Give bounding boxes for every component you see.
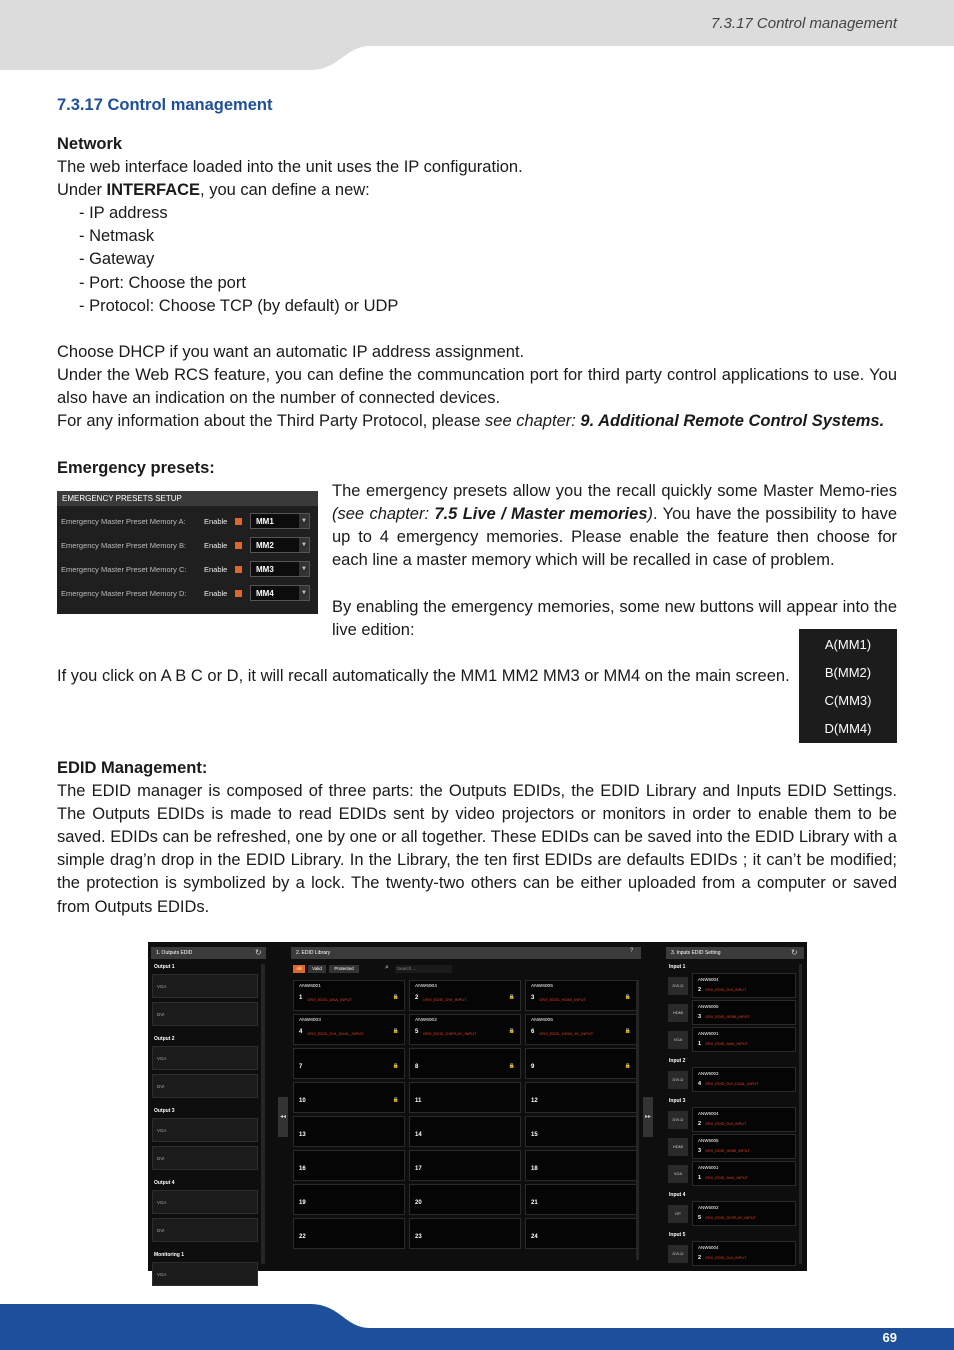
- emergency-recall-text: If you click on A B C or D, it will recall automatically the MM1 MM2 MM3 or MM4 on the main screen.: [57, 667, 790, 685]
- input-label: Input 2: [669, 1058, 686, 1064]
- library-scrollbar[interactable]: [636, 980, 639, 1260]
- input-port-badge: DP: [668, 1205, 688, 1223]
- input-port-badge: DVI-D: [668, 977, 688, 995]
- lock-icon: 🔒: [624, 994, 631, 1000]
- edid-name: ANW6005: [698, 1138, 719, 1143]
- output-edid-slot[interactable]: [152, 1046, 258, 1070]
- header-section-label: 7.3.17 Control management: [711, 15, 897, 32]
- input-port-badge: VGA: [668, 1165, 688, 1183]
- edid-slot-number: 2: [698, 1121, 702, 1127]
- edid-library-cell[interactable]: [409, 1218, 521, 1249]
- edid-slot-number: 9: [531, 1064, 535, 1070]
- edid-slot-number: 3: [531, 995, 535, 1001]
- edid-library-cell[interactable]: [409, 980, 521, 1011]
- chevron-down-icon: ▼: [299, 538, 309, 552]
- memory-select[interactable]: MM1 ▼: [250, 513, 310, 529]
- edid-slot-number: 22: [299, 1234, 306, 1240]
- output-edid-slot[interactable]: [152, 1002, 258, 1026]
- chevron-down-icon: ▼: [299, 586, 309, 600]
- edid-library-cell[interactable]: [409, 1116, 521, 1147]
- edid-file: ORX_EDID_DISPLAY_INPUT: [423, 1031, 477, 1036]
- output-label: Output 1: [154, 964, 175, 970]
- input-edid-card[interactable]: [692, 973, 796, 998]
- edid-library-cell[interactable]: [293, 1184, 405, 1215]
- edid-library-cell[interactable]: [293, 980, 405, 1011]
- edid-file: ORX_EDID_HDMI_4K_INPUT: [539, 1031, 594, 1036]
- page-footer-band: [0, 1304, 954, 1350]
- edid-name: ANW6004: [698, 1111, 719, 1116]
- outputs-scrollbar[interactable]: [261, 964, 265, 1264]
- edid-file: ORX_EDID_HDMI_INPUT: [705, 1149, 750, 1153]
- refresh-icon[interactable]: ↻: [255, 948, 262, 957]
- edid-slot-number: 4: [299, 1029, 303, 1035]
- list-item: - Protocol: Choose TCP (by default) or UDP: [79, 296, 399, 315]
- refresh-icon[interactable]: ↻: [791, 948, 798, 957]
- edid-slot-number: 15: [531, 1132, 538, 1138]
- edid-slot-number: 8: [415, 1064, 419, 1070]
- edid-manager-screenshot: [148, 942, 807, 1277]
- webrcs-text: Under the Web RCS feature, you can define the communcation port for third party control applications to use. You also have an indication on the number of connected devices.: [57, 365, 897, 407]
- input-edid-card[interactable]: [692, 1107, 796, 1132]
- memory-select[interactable]: MM3 ▼: [250, 561, 310, 577]
- edid-section: [57, 757, 897, 919]
- dhcp-text: Choose DHCP if you want an automatic IP address assignment.: [57, 342, 525, 361]
- edid-name: ANW6005: [698, 1004, 719, 1009]
- edid-slot-number: 5: [415, 1029, 419, 1035]
- inputs-panel-title: 3. Inputs EDID Setting: [666, 947, 804, 959]
- emergency-button-b[interactable]: B(MM2): [824, 665, 872, 680]
- emergency-buttons-text: By enabling the emergency memories, some new buttons will appear into the live edition:: [332, 598, 897, 640]
- edid-slot-number: 12: [531, 1098, 538, 1104]
- edid-library-cell[interactable]: [293, 1116, 405, 1147]
- edid-file: ORX_EDID_DVI_INPUT: [423, 997, 467, 1002]
- input-port-badge: DVI-D: [668, 1071, 688, 1089]
- edid-library-cell[interactable]: [525, 1150, 637, 1181]
- edid-file: ORX_EDID_ANA_INPUT: [705, 1176, 748, 1180]
- edid-paragraph: The EDID manager is composed of three parts: the Outputs EDIDs, the EDID Library and Inputs EDID Settings. The Outputs EDIDs is made to read EDIDs sent by video projectors or monitors in order to enable them to be saved. EDIDs can be refreshed, one by one or all together. These EDIDs can be saved into the EDID Library with a simple drag’n drop in the EDID Library. In the Library, the ten first EDIDs are defaults EDIDs ; it can’t be modified; the protection is symbolized by a lock. The twenty-two others can be either uploaded from a computer or saved from Outputs EDIDs.: [57, 782, 897, 916]
- edid-name: ANW6004: [415, 984, 437, 989]
- input-port-badge: DVI-D: [668, 1245, 688, 1263]
- page-header-band: [0, 0, 954, 70]
- list-item: - Gateway: [79, 250, 155, 269]
- emergency-row-d: Emergency Master Preset Memory D: Enable MM4 ▼: [57, 583, 318, 605]
- slot-port-label: VGA: [157, 984, 167, 989]
- lock-icon: 🔒: [392, 1097, 399, 1103]
- lock-icon: 🔒: [508, 1063, 515, 1069]
- slot-port-label: DVI: [157, 1156, 165, 1161]
- output-edid-slot[interactable]: [152, 1262, 258, 1286]
- output-edid-slot[interactable]: [152, 1074, 258, 1098]
- lock-icon: 🔒: [508, 994, 515, 1000]
- output-edid-slot[interactable]: [152, 974, 258, 998]
- enable-checkbox[interactable]: [235, 542, 242, 549]
- edid-slot-number: 20: [415, 1200, 422, 1206]
- edid-slot-number: 1: [698, 1041, 702, 1047]
- memory-select[interactable]: MM4 ▼: [250, 585, 310, 601]
- emergency-button-a[interactable]: A(MM1): [824, 637, 872, 652]
- slot-port-label: DVI: [157, 1012, 165, 1017]
- edid-file: ORX_EDID_DVI_INPUT: [705, 988, 747, 992]
- help-icon[interactable]: ?: [630, 948, 634, 954]
- lock-icon: 🔒: [392, 1028, 399, 1034]
- input-port-badge: DVI-D: [668, 1111, 688, 1129]
- input-label: Input 1: [669, 964, 686, 970]
- edid-library-cell[interactable]: [409, 1184, 521, 1215]
- edid-library-cell[interactable]: [409, 1082, 521, 1113]
- search-input[interactable]: Search ...: [395, 965, 452, 973]
- edid-library-cell[interactable]: [525, 1218, 637, 1249]
- slot-port-label: VGA: [157, 1200, 167, 1205]
- edid-library-cell[interactable]: [525, 1082, 637, 1113]
- slot-port-label: VGA: [157, 1128, 167, 1133]
- edid-file: ORX_EDID_DVI_INPUT: [705, 1256, 747, 1260]
- edid-slot-number: 19: [299, 1200, 306, 1206]
- edid-file: ORX_EDID_DVI_INPUT: [705, 1122, 747, 1126]
- edid-library-cell[interactable]: [525, 1014, 637, 1045]
- edid-slot-number: 1: [299, 995, 303, 1001]
- slot-port-label: VGA: [157, 1272, 167, 1277]
- input-label: Input 5: [669, 1232, 686, 1238]
- edid-slot-number: 2: [415, 995, 419, 1001]
- lock-icon: 🔒: [508, 1028, 515, 1034]
- enable-checkbox[interactable]: [235, 566, 242, 573]
- output-edid-slot[interactable]: [152, 1218, 258, 1242]
- slot-port-label: DVI: [157, 1228, 165, 1233]
- output-edid-slot[interactable]: [152, 1118, 258, 1142]
- edid-library-cell[interactable]: [409, 1048, 521, 1079]
- input-label: Input 4: [669, 1192, 686, 1198]
- output-edid-slot[interactable]: [152, 1190, 258, 1214]
- edid-library-cell[interactable]: [293, 1048, 405, 1079]
- collapse-right-icon[interactable]: ▸▸: [643, 1097, 653, 1137]
- output-label: Monitoring 1: [154, 1252, 184, 1258]
- edid-file: ORX_EDID_HDMI_INPUT: [539, 997, 587, 1002]
- edid-file: ORX_EDID_DISPLAY_INPUT: [705, 1216, 756, 1220]
- emergency-buttons-panel: [799, 629, 897, 743]
- chevron-down-icon: ▼: [299, 562, 309, 576]
- output-edid-slot[interactable]: [152, 1146, 258, 1170]
- output-label: Output 3: [154, 1108, 175, 1114]
- input-edid-card[interactable]: [692, 1000, 796, 1025]
- input-edid-card[interactable]: [692, 1027, 796, 1052]
- edid-slot-number: 1: [698, 1175, 702, 1181]
- edid-library-cell[interactable]: [293, 1218, 405, 1249]
- edid-name: ANW6001: [299, 984, 321, 989]
- edid-slot-number: 3: [698, 1148, 702, 1154]
- emergency-button-c[interactable]: C(MM3): [824, 693, 872, 708]
- edid-name: ANW6001: [698, 1165, 719, 1170]
- edid-file: ORX_EDID_ANA_INPUT: [307, 997, 353, 1002]
- outputs-panel-title: 1. Outputs EDID: [151, 947, 266, 959]
- list-item: - Netmask: [79, 227, 155, 246]
- enable-checkbox[interactable]: [235, 518, 242, 525]
- edid-name: ANW6002: [698, 1205, 719, 1210]
- input-edid-card[interactable]: [692, 1241, 796, 1266]
- lock-icon: 🔒: [624, 1028, 631, 1034]
- edid-library-cell[interactable]: [525, 1048, 637, 1079]
- edid-slot-number: 18: [531, 1166, 538, 1172]
- edid-library-cell[interactable]: [525, 1116, 637, 1147]
- edid-slot-number: 4: [698, 1081, 702, 1087]
- filter-valid[interactable]: Valid: [308, 965, 326, 973]
- page-number: 69: [882, 1330, 897, 1345]
- emergency-row-a: Emergency Master Preset Memory A: Enable MM1 ▼: [57, 511, 318, 533]
- input-edid-card[interactable]: [692, 1067, 796, 1092]
- filter-protected[interactable]: Protected: [329, 965, 359, 973]
- section-title: 7.3.17 Control management: [57, 96, 273, 114]
- lock-icon: 🔒: [392, 994, 399, 1000]
- edid-slot-number: 21: [531, 1200, 538, 1206]
- edid-slot-number: 2: [698, 987, 702, 993]
- edid-name: ANW6002: [415, 1018, 437, 1023]
- edid-slot-number: 6: [531, 1029, 535, 1035]
- slot-port-label: DVI: [157, 1084, 165, 1089]
- input-edid-card[interactable]: [692, 1134, 796, 1159]
- network-section: [57, 133, 897, 433]
- emergency-presets-panel: [57, 491, 318, 614]
- edid-slot-number: 10: [299, 1098, 306, 1104]
- library-panel-title: 2. EDID Library: [291, 947, 641, 959]
- emergency-description: The emergency presets allow you the recall quickly some Master Memo-ries (see chapter: 7.5 Live / Master memories). You have the possibility to have up to 4 emergency memories. Please enable the feature then choose for each line a master memory which will be recalled in case of problem.: [332, 482, 897, 570]
- edid-library-cell[interactable]: [409, 1014, 521, 1045]
- edid-slot-number: 3: [698, 1014, 702, 1020]
- emergency-heading: Emergency presets:: [57, 459, 215, 477]
- edid-file: ORX_EDID_ANA_INPUT: [705, 1042, 748, 1046]
- edid-library-cell[interactable]: [293, 1014, 405, 1045]
- lock-icon: 🔒: [392, 1063, 399, 1069]
- emergency-panel-title: EMERGENCY PRESETS SETUP: [57, 491, 318, 506]
- edid-library-cell[interactable]: [525, 1184, 637, 1215]
- edid-slot-number: 11: [415, 1098, 422, 1104]
- edid-file: ORX_EDID_HDMI_INPUT: [705, 1015, 750, 1019]
- edid-name: ANW6003: [299, 1018, 321, 1023]
- edid-slot-number: 5: [698, 1215, 702, 1221]
- edid-slot-number: 23: [415, 1234, 422, 1240]
- collapse-left-icon[interactable]: ◂◂: [278, 1097, 288, 1137]
- input-port-badge: VGA: [668, 1031, 688, 1049]
- edid-slot-number: 17: [415, 1166, 422, 1172]
- list-item: - Port: Choose the port: [79, 273, 246, 292]
- input-port-badge: HDMI: [668, 1138, 688, 1156]
- network-heading: Network: [57, 135, 123, 153]
- edid-slot-number: 13: [299, 1132, 306, 1138]
- input-edid-card[interactable]: [692, 1201, 796, 1226]
- input-port-badge: HDMI: [668, 1004, 688, 1022]
- edid-name: ANW6003: [698, 1071, 719, 1076]
- inputs-scrollbar[interactable]: [799, 964, 802, 1264]
- network-line1: The web interface loaded into the unit uses the IP configuration.: [57, 158, 523, 177]
- enable-checkbox[interactable]: [235, 590, 242, 597]
- list-item: - IP address: [79, 204, 168, 223]
- input-edid-card[interactable]: [692, 1161, 796, 1186]
- edid-file: ORX_EDID_DVI_DUAL_INPUT: [705, 1082, 759, 1086]
- edid-library-cell[interactable]: [293, 1082, 405, 1113]
- output-label: Output 2: [154, 1036, 175, 1042]
- emergency-row-b: Emergency Master Preset Memory B: Enable MM2 ▼: [57, 535, 318, 557]
- network-line2: Under INTERFACE, you can define a new:: [57, 181, 370, 200]
- lock-icon: 🔒: [624, 1063, 631, 1069]
- emergency-row-c: Emergency Master Preset Memory C: Enable MM3 ▼: [57, 559, 318, 581]
- filter-all[interactable]: All: [293, 965, 305, 973]
- search-icon: ⌕: [385, 964, 389, 971]
- input-label: Input 3: [669, 1098, 686, 1104]
- edid-slot-number: 16: [299, 1166, 306, 1172]
- edid-name: ANW6005: [531, 984, 553, 989]
- third-party-text: For any information about the Third Party Protocol, please see chapter: 9. Additional Remote Control Systems.: [57, 412, 885, 431]
- emergency-button-d[interactable]: D(MM4): [824, 721, 872, 736]
- edid-slot-number: 14: [415, 1132, 422, 1138]
- edid-library-cell[interactable]: [409, 1150, 521, 1181]
- edid-library-cell[interactable]: [525, 980, 637, 1011]
- slot-port-label: VGA: [157, 1056, 167, 1061]
- edid-name: ANW6004: [698, 977, 719, 982]
- edid-slot-number: 2: [698, 1255, 702, 1261]
- edid-heading: EDID Management:: [57, 759, 208, 777]
- edid-slot-number: 7: [299, 1064, 303, 1070]
- chevron-down-icon: ▼: [299, 514, 309, 528]
- edid-library-cell[interactable]: [293, 1150, 405, 1181]
- output-label: Output 4: [154, 1180, 175, 1186]
- edid-name: ANW6004: [698, 1245, 719, 1250]
- edid-file: ORX_EDID_DVI_DUAL_INPUT: [307, 1031, 364, 1036]
- edid-name: ANW6001: [698, 1031, 719, 1036]
- edid-name: ANW6006: [531, 1018, 553, 1023]
- edid-slot-number: 24: [531, 1234, 538, 1240]
- memory-select[interactable]: MM2 ▼: [250, 537, 310, 553]
